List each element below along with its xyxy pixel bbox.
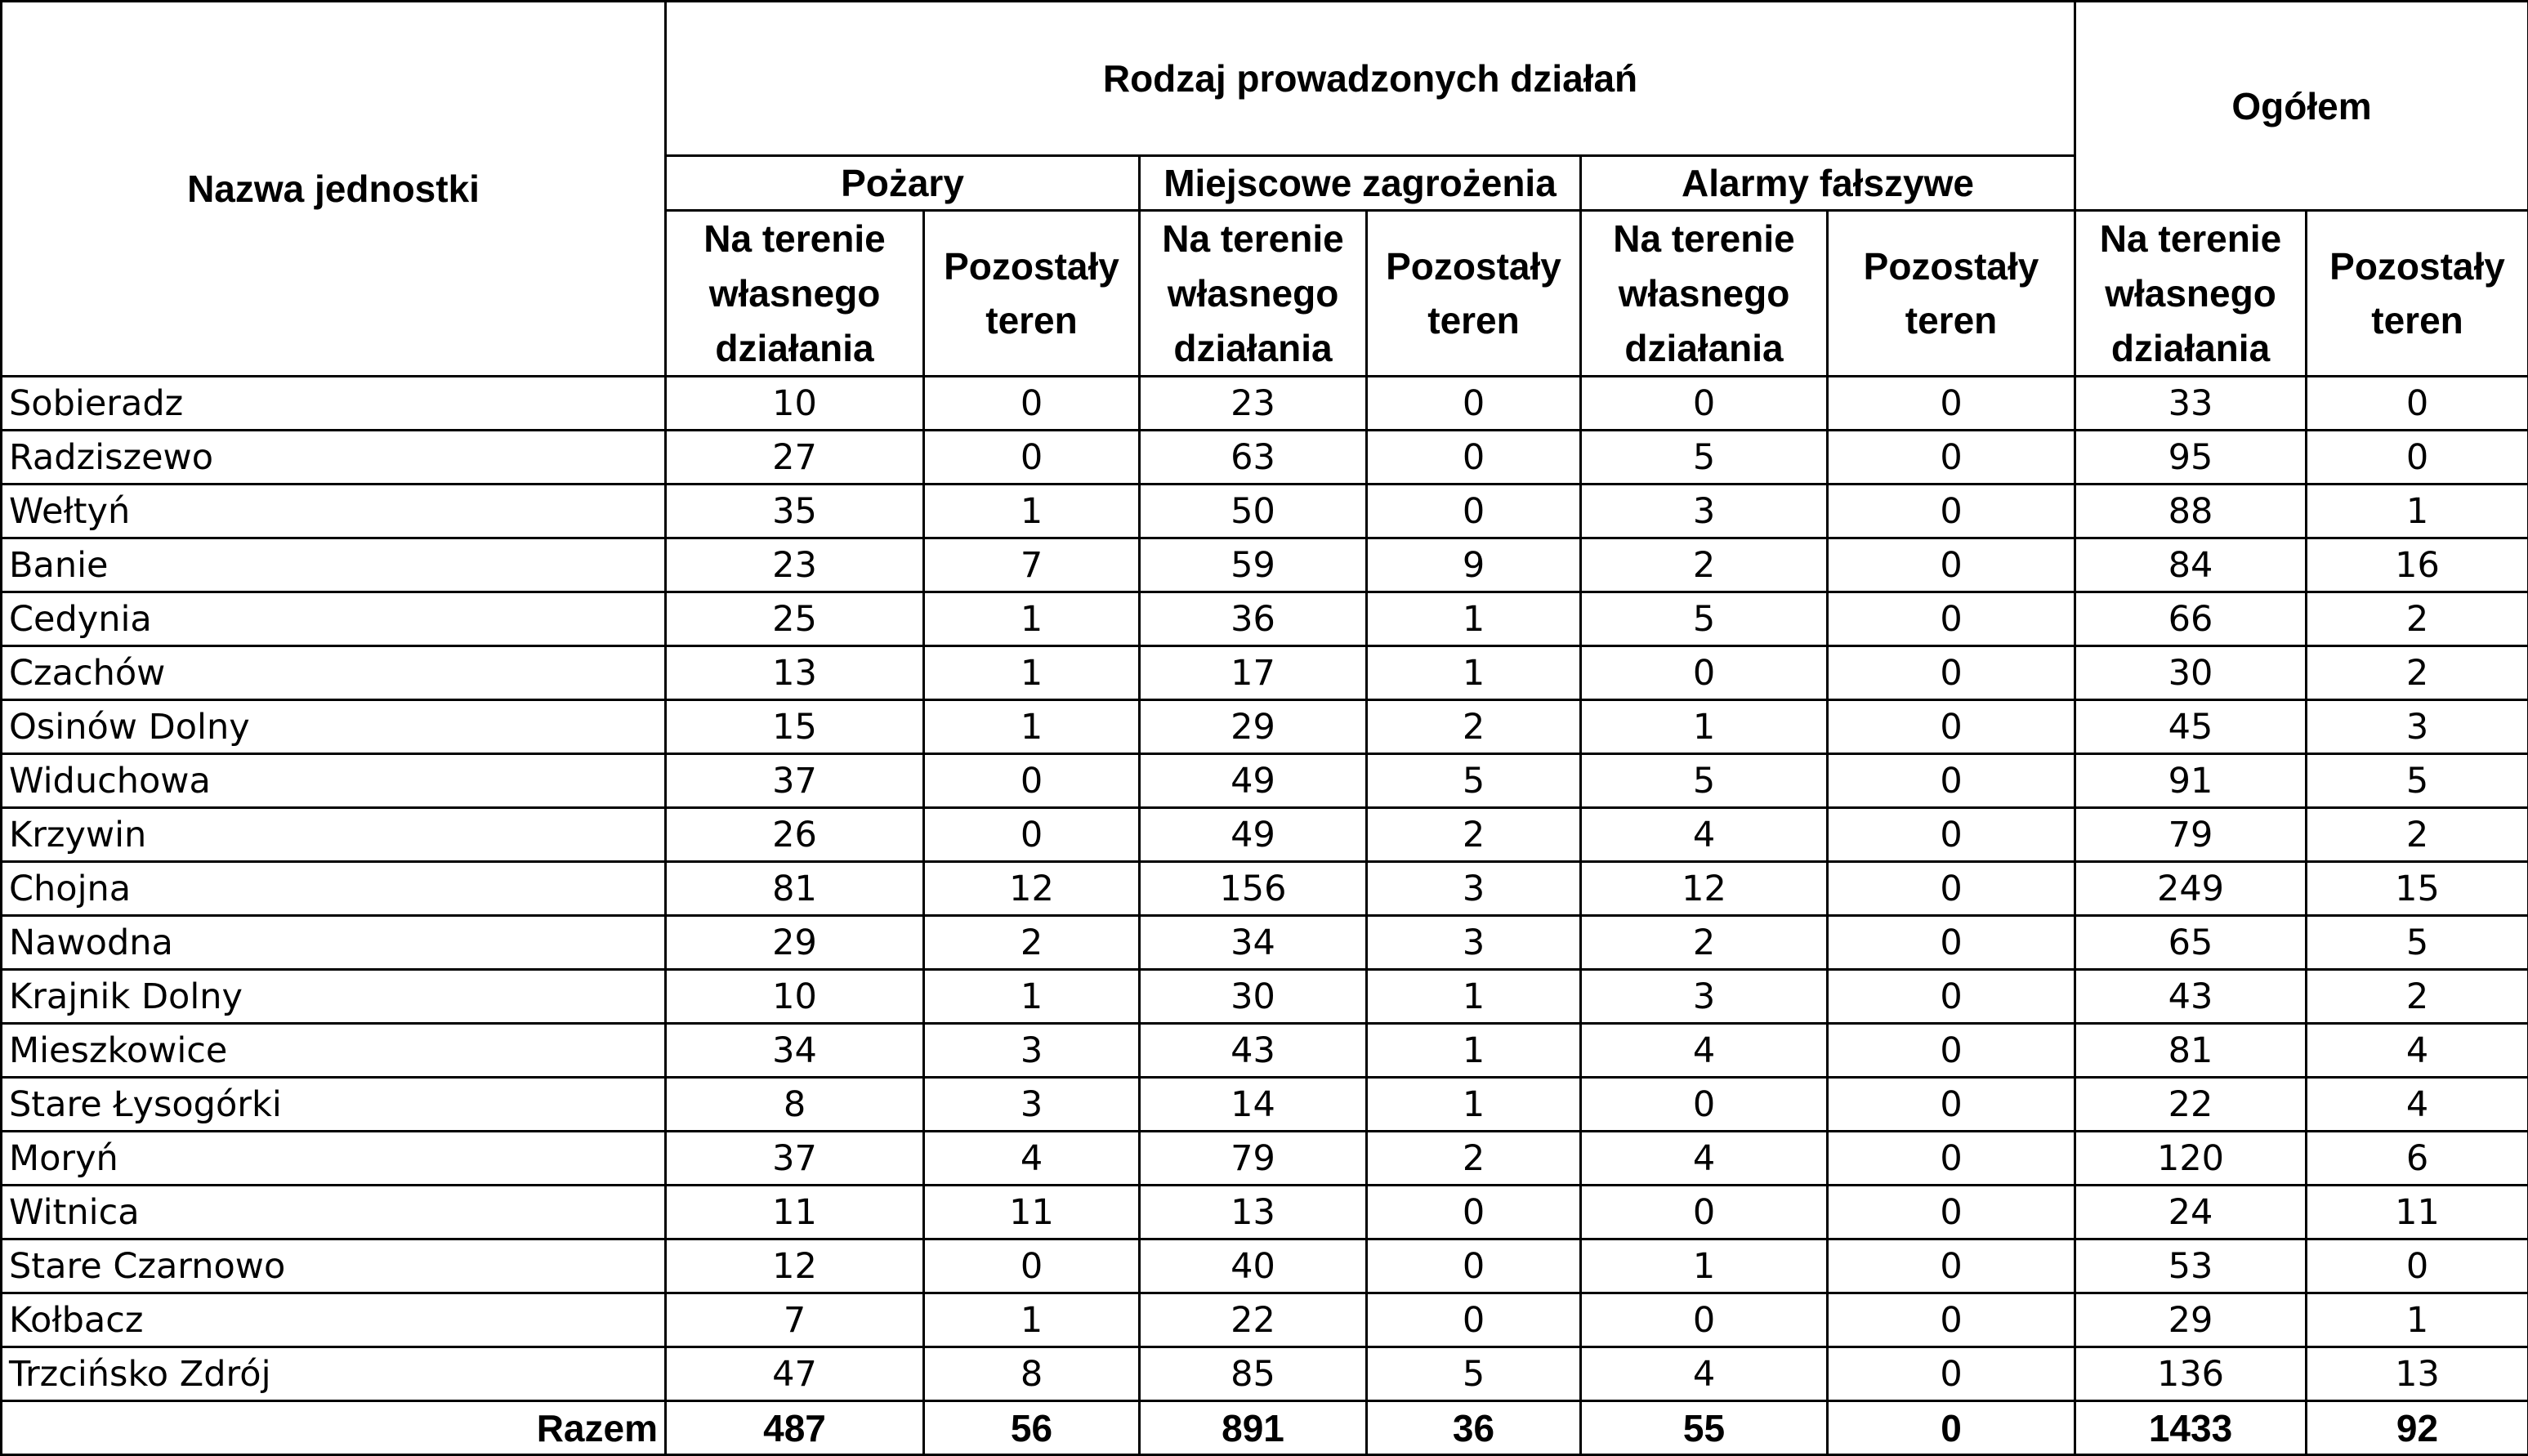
table-row xyxy=(2,1132,2528,1186)
unit-name-cell: Czachów xyxy=(2,646,666,700)
subheader-own-area-line: Na terenie xyxy=(1141,212,1365,266)
table-row xyxy=(2,808,2528,862)
table-row xyxy=(2,431,2528,485)
unit-name-cell: Banie xyxy=(2,538,666,592)
value-cell: 2 xyxy=(2307,808,2528,862)
value-cell: 27 xyxy=(666,431,924,485)
value-cell: 6 xyxy=(2307,1132,2528,1186)
unit-name-cell: Chojna xyxy=(2,862,666,916)
table-row xyxy=(2,1347,2528,1401)
value-cell: 0 xyxy=(1367,1239,1581,1293)
value-cell: 0 xyxy=(1828,700,2075,754)
value-cell: 2 xyxy=(2307,646,2528,700)
value-cell: 88 xyxy=(2075,485,2307,538)
value-cell: 35 xyxy=(666,485,924,538)
value-cell: 29 xyxy=(2075,1293,2307,1347)
value-cell: 0 xyxy=(1828,970,2075,1024)
group-header-fires: Pożary xyxy=(666,156,1140,211)
value-cell: 4 xyxy=(2307,1024,2528,1078)
value-cell: 22 xyxy=(2075,1078,2307,1132)
value-cell: 1 xyxy=(1367,970,1581,1024)
value-cell: 2 xyxy=(1581,916,1828,970)
value-cell: 0 xyxy=(1367,1293,1581,1347)
total-value-cell: 92 xyxy=(2307,1401,2528,1455)
value-cell: 0 xyxy=(1828,862,2075,916)
value-cell: 13 xyxy=(666,646,924,700)
value-cell: 120 xyxy=(2075,1132,2307,1186)
value-cell: 5 xyxy=(1367,754,1581,808)
value-cell: 16 xyxy=(2307,538,2528,592)
subheader-other-area xyxy=(2307,211,2528,377)
value-cell: 1 xyxy=(924,970,1140,1024)
table-row xyxy=(2,1293,2528,1347)
value-cell: 5 xyxy=(2307,916,2528,970)
value-cell: 5 xyxy=(1581,431,1828,485)
value-cell: 136 xyxy=(2075,1347,2307,1401)
value-cell: 0 xyxy=(1828,1239,2075,1293)
value-cell: 1 xyxy=(924,592,1140,646)
value-cell: 79 xyxy=(1140,1132,1367,1186)
table-row xyxy=(2,1186,2528,1239)
value-cell: 0 xyxy=(1828,1347,2075,1401)
unit-name-cell: Krajnik Dolny xyxy=(2,970,666,1024)
value-cell: 5 xyxy=(2307,754,2528,808)
total-label: Razem xyxy=(2,1401,666,1455)
value-cell: 1 xyxy=(1581,1239,1828,1293)
subheader-own-area xyxy=(666,211,924,377)
value-cell: 0 xyxy=(1828,377,2075,431)
value-cell: 0 xyxy=(1828,754,2075,808)
value-cell: 0 xyxy=(1367,431,1581,485)
total-value-cell: 55 xyxy=(1581,1401,1828,1455)
value-cell: 0 xyxy=(924,431,1140,485)
value-cell: 0 xyxy=(924,377,1140,431)
value-cell: 0 xyxy=(2307,431,2528,485)
value-cell: 0 xyxy=(1581,377,1828,431)
table-row xyxy=(2,916,2528,970)
unit-name-cell: Mieszkowice xyxy=(2,1024,666,1078)
unit-name-cell: Widuchowa xyxy=(2,754,666,808)
value-cell: 1 xyxy=(924,485,1140,538)
unit-name-cell: Stare Łysogórki xyxy=(2,1078,666,1132)
value-cell: 63 xyxy=(1140,431,1367,485)
table-row xyxy=(2,1024,2528,1078)
subheader-other-area-line: teren xyxy=(1368,293,1579,348)
value-cell: 1 xyxy=(1367,646,1581,700)
value-cell: 30 xyxy=(2075,646,2307,700)
value-cell: 4 xyxy=(924,1132,1140,1186)
subheader-own-area-line: działania xyxy=(1141,321,1365,376)
total-value-cell: 487 xyxy=(666,1401,924,1455)
value-cell: 22 xyxy=(1140,1293,1367,1347)
value-cell: 24 xyxy=(2075,1186,2307,1239)
value-cell: 5 xyxy=(1581,592,1828,646)
total-row xyxy=(2,1401,2528,1455)
value-cell: 37 xyxy=(666,1132,924,1186)
subheader-other-area xyxy=(1828,211,2075,377)
value-cell: 3 xyxy=(1367,862,1581,916)
value-cell: 0 xyxy=(2307,377,2528,431)
value-cell: 4 xyxy=(2307,1078,2528,1132)
value-cell: 0 xyxy=(1828,1293,2075,1347)
value-cell: 34 xyxy=(1140,916,1367,970)
value-cell: 4 xyxy=(1581,1132,1828,1186)
total-value-cell: 56 xyxy=(924,1401,1140,1455)
unit-name-cell: Radziszewo xyxy=(2,431,666,485)
table-body xyxy=(2,377,2528,1455)
value-cell: 156 xyxy=(1140,862,1367,916)
value-cell: 8 xyxy=(666,1078,924,1132)
value-cell: 2 xyxy=(1581,538,1828,592)
subheader-own-area xyxy=(1581,211,1828,377)
value-cell: 47 xyxy=(666,1347,924,1401)
table-row xyxy=(2,485,2528,538)
table-row xyxy=(2,646,2528,700)
value-cell: 4 xyxy=(1581,808,1828,862)
value-cell: 45 xyxy=(2075,700,2307,754)
table-row xyxy=(2,592,2528,646)
value-cell: 34 xyxy=(666,1024,924,1078)
value-cell: 2 xyxy=(1367,1132,1581,1186)
value-cell: 65 xyxy=(2075,916,2307,970)
value-cell: 43 xyxy=(2075,970,2307,1024)
unit-name-cell: Wełtyń xyxy=(2,485,666,538)
table-row xyxy=(2,970,2528,1024)
value-cell: 1 xyxy=(1367,592,1581,646)
value-cell: 3 xyxy=(924,1024,1140,1078)
subheader-own-area-line: działania xyxy=(1582,321,1826,376)
value-cell: 23 xyxy=(666,538,924,592)
unit-name-cell: Trzcińsko Zdrój xyxy=(2,1347,666,1401)
subheader-own-area-line: własnego xyxy=(667,266,922,321)
value-cell: 0 xyxy=(1367,377,1581,431)
value-cell: 0 xyxy=(1581,1293,1828,1347)
total-value-cell: 1433 xyxy=(2075,1401,2307,1455)
unit-name-cell: Nawodna xyxy=(2,916,666,970)
value-cell: 59 xyxy=(1140,538,1367,592)
value-cell: 2 xyxy=(2307,970,2528,1024)
value-cell: 3 xyxy=(1581,485,1828,538)
value-cell: 40 xyxy=(1140,1239,1367,1293)
subheader-own-area xyxy=(1140,211,1367,377)
value-cell: 0 xyxy=(1828,485,2075,538)
value-cell: 7 xyxy=(666,1293,924,1347)
value-cell: 85 xyxy=(1140,1347,1367,1401)
value-cell: 249 xyxy=(2075,862,2307,916)
unit-name-cell: Moryń xyxy=(2,1132,666,1186)
subheader-own-area-line: działania xyxy=(2076,321,2305,376)
value-cell: 0 xyxy=(1828,1024,2075,1078)
value-cell: 0 xyxy=(1828,646,2075,700)
value-cell: 84 xyxy=(2075,538,2307,592)
table-row xyxy=(2,1239,2528,1293)
value-cell: 66 xyxy=(2075,592,2307,646)
value-cell: 9 xyxy=(1367,538,1581,592)
value-cell: 37 xyxy=(666,754,924,808)
value-cell: 3 xyxy=(924,1078,1140,1132)
value-cell: 3 xyxy=(1581,970,1828,1024)
value-cell: 91 xyxy=(2075,754,2307,808)
value-cell: 2 xyxy=(2307,592,2528,646)
subheader-other-area-line: Pozostały xyxy=(925,239,1138,294)
value-cell: 0 xyxy=(1828,431,2075,485)
value-cell: 1 xyxy=(2307,485,2528,538)
total-value-cell: 36 xyxy=(1367,1401,1581,1455)
subheader-other-area-line: teren xyxy=(1829,293,2074,348)
value-cell: 0 xyxy=(1828,808,2075,862)
subheader-other-area-line: teren xyxy=(925,293,1138,348)
table-row xyxy=(2,377,2528,431)
table-row xyxy=(2,700,2528,754)
value-cell: 4 xyxy=(1581,1347,1828,1401)
value-cell: 13 xyxy=(2307,1347,2528,1401)
table-header xyxy=(2,2,2528,377)
value-cell: 15 xyxy=(666,700,924,754)
value-cell: 1 xyxy=(924,700,1140,754)
value-cell: 0 xyxy=(924,754,1140,808)
value-cell: 95 xyxy=(2075,431,2307,485)
value-cell: 1 xyxy=(924,1293,1140,1347)
value-cell: 26 xyxy=(666,808,924,862)
value-cell: 36 xyxy=(1140,592,1367,646)
subheader-own-area xyxy=(2075,211,2307,377)
value-cell: 1 xyxy=(2307,1293,2528,1347)
value-cell: 11 xyxy=(666,1186,924,1239)
subheader-other-area-line: teren xyxy=(2307,293,2527,348)
value-cell: 2 xyxy=(1367,700,1581,754)
value-cell: 0 xyxy=(1581,1078,1828,1132)
subheader-other-area xyxy=(924,211,1140,377)
value-cell: 81 xyxy=(2075,1024,2307,1078)
value-cell: 1 xyxy=(1367,1024,1581,1078)
value-cell: 49 xyxy=(1140,754,1367,808)
unit-name-header: Nazwa jednostki xyxy=(2,2,666,377)
value-cell: 7 xyxy=(924,538,1140,592)
value-cell: 8 xyxy=(924,1347,1140,1401)
value-cell: 1 xyxy=(1367,1078,1581,1132)
value-cell: 0 xyxy=(1828,1132,2075,1186)
value-cell: 10 xyxy=(666,970,924,1024)
table-row xyxy=(2,862,2528,916)
subheader-other-area-line: Pozostały xyxy=(2307,239,2527,294)
value-cell: 1 xyxy=(1581,700,1828,754)
subheader-own-area-line: własnego xyxy=(1582,266,1826,321)
table-row xyxy=(2,538,2528,592)
subheader-own-area-line: Na terenie xyxy=(2076,212,2305,266)
value-cell: 0 xyxy=(1581,646,1828,700)
value-cell: 50 xyxy=(1140,485,1367,538)
subheader-other-area-line: Pozostały xyxy=(1829,239,2074,294)
unit-name-cell: Sobieradz xyxy=(2,377,666,431)
value-cell: 0 xyxy=(924,808,1140,862)
value-cell: 5 xyxy=(1581,754,1828,808)
group-header-false-alarms: Alarmy fałszywe xyxy=(1581,156,2075,211)
value-cell: 23 xyxy=(1140,377,1367,431)
table-row xyxy=(2,754,2528,808)
value-cell: 2 xyxy=(924,916,1140,970)
unit-name-cell: Krzywin xyxy=(2,808,666,862)
subheader-other-area-line: Pozostały xyxy=(1368,239,1579,294)
subheader-own-area-line: własnego xyxy=(1141,266,1365,321)
unit-name-cell: Cedynia xyxy=(2,592,666,646)
value-cell: 12 xyxy=(1581,862,1828,916)
subheader-own-area-line: Na terenie xyxy=(1582,212,1826,266)
subheader-own-area-line: Na terenie xyxy=(667,212,922,266)
unit-name-cell: Kołbacz xyxy=(2,1293,666,1347)
value-cell: 33 xyxy=(2075,377,2307,431)
value-cell: 0 xyxy=(1828,1078,2075,1132)
subheader-other-area xyxy=(1367,211,1581,377)
value-cell: 53 xyxy=(2075,1239,2307,1293)
value-cell: 25 xyxy=(666,592,924,646)
value-cell: 3 xyxy=(2307,700,2528,754)
value-cell: 14 xyxy=(1140,1078,1367,1132)
value-cell: 0 xyxy=(1828,538,2075,592)
unit-name-cell: Witnica xyxy=(2,1186,666,1239)
value-cell: 17 xyxy=(1140,646,1367,700)
table-row xyxy=(2,1078,2528,1132)
action-type-header: Rodzaj prowadzonych działań xyxy=(666,2,2075,156)
value-cell: 10 xyxy=(666,377,924,431)
value-cell: 30 xyxy=(1140,970,1367,1024)
value-cell: 0 xyxy=(1581,1186,1828,1239)
value-cell: 49 xyxy=(1140,808,1367,862)
value-cell: 11 xyxy=(2307,1186,2528,1239)
subheader-own-area-line: własnego xyxy=(2076,266,2305,321)
value-cell: 43 xyxy=(1140,1024,1367,1078)
total-value-cell: 0 xyxy=(1828,1401,2075,1455)
value-cell: 2 xyxy=(1367,808,1581,862)
value-cell: 29 xyxy=(1140,700,1367,754)
value-cell: 0 xyxy=(1367,485,1581,538)
value-cell: 12 xyxy=(924,862,1140,916)
value-cell: 1 xyxy=(924,646,1140,700)
value-cell: 12 xyxy=(666,1239,924,1293)
value-cell: 15 xyxy=(2307,862,2528,916)
value-cell: 13 xyxy=(1140,1186,1367,1239)
value-cell: 3 xyxy=(1367,916,1581,970)
value-cell: 5 xyxy=(1367,1347,1581,1401)
value-cell: 0 xyxy=(1828,592,2075,646)
value-cell: 0 xyxy=(1828,916,2075,970)
value-cell: 0 xyxy=(1367,1186,1581,1239)
unit-name-cell: Stare Czarnowo xyxy=(2,1239,666,1293)
value-cell: 4 xyxy=(1581,1024,1828,1078)
value-cell: 29 xyxy=(666,916,924,970)
subheader-own-area-line: działania xyxy=(667,321,922,376)
value-cell: 81 xyxy=(666,862,924,916)
value-cell: 0 xyxy=(1828,1186,2075,1239)
total-value-cell: 891 xyxy=(1140,1401,1367,1455)
total-header: Ogółem xyxy=(2075,2,2528,211)
value-cell: 79 xyxy=(2075,808,2307,862)
value-cell: 0 xyxy=(924,1239,1140,1293)
value-cell: 11 xyxy=(924,1186,1140,1239)
value-cell: 0 xyxy=(2307,1239,2528,1293)
unit-name-cell: Osinów Dolny xyxy=(2,700,666,754)
group-header-local-threats: Miejscowe zagrożenia xyxy=(1140,156,1581,211)
